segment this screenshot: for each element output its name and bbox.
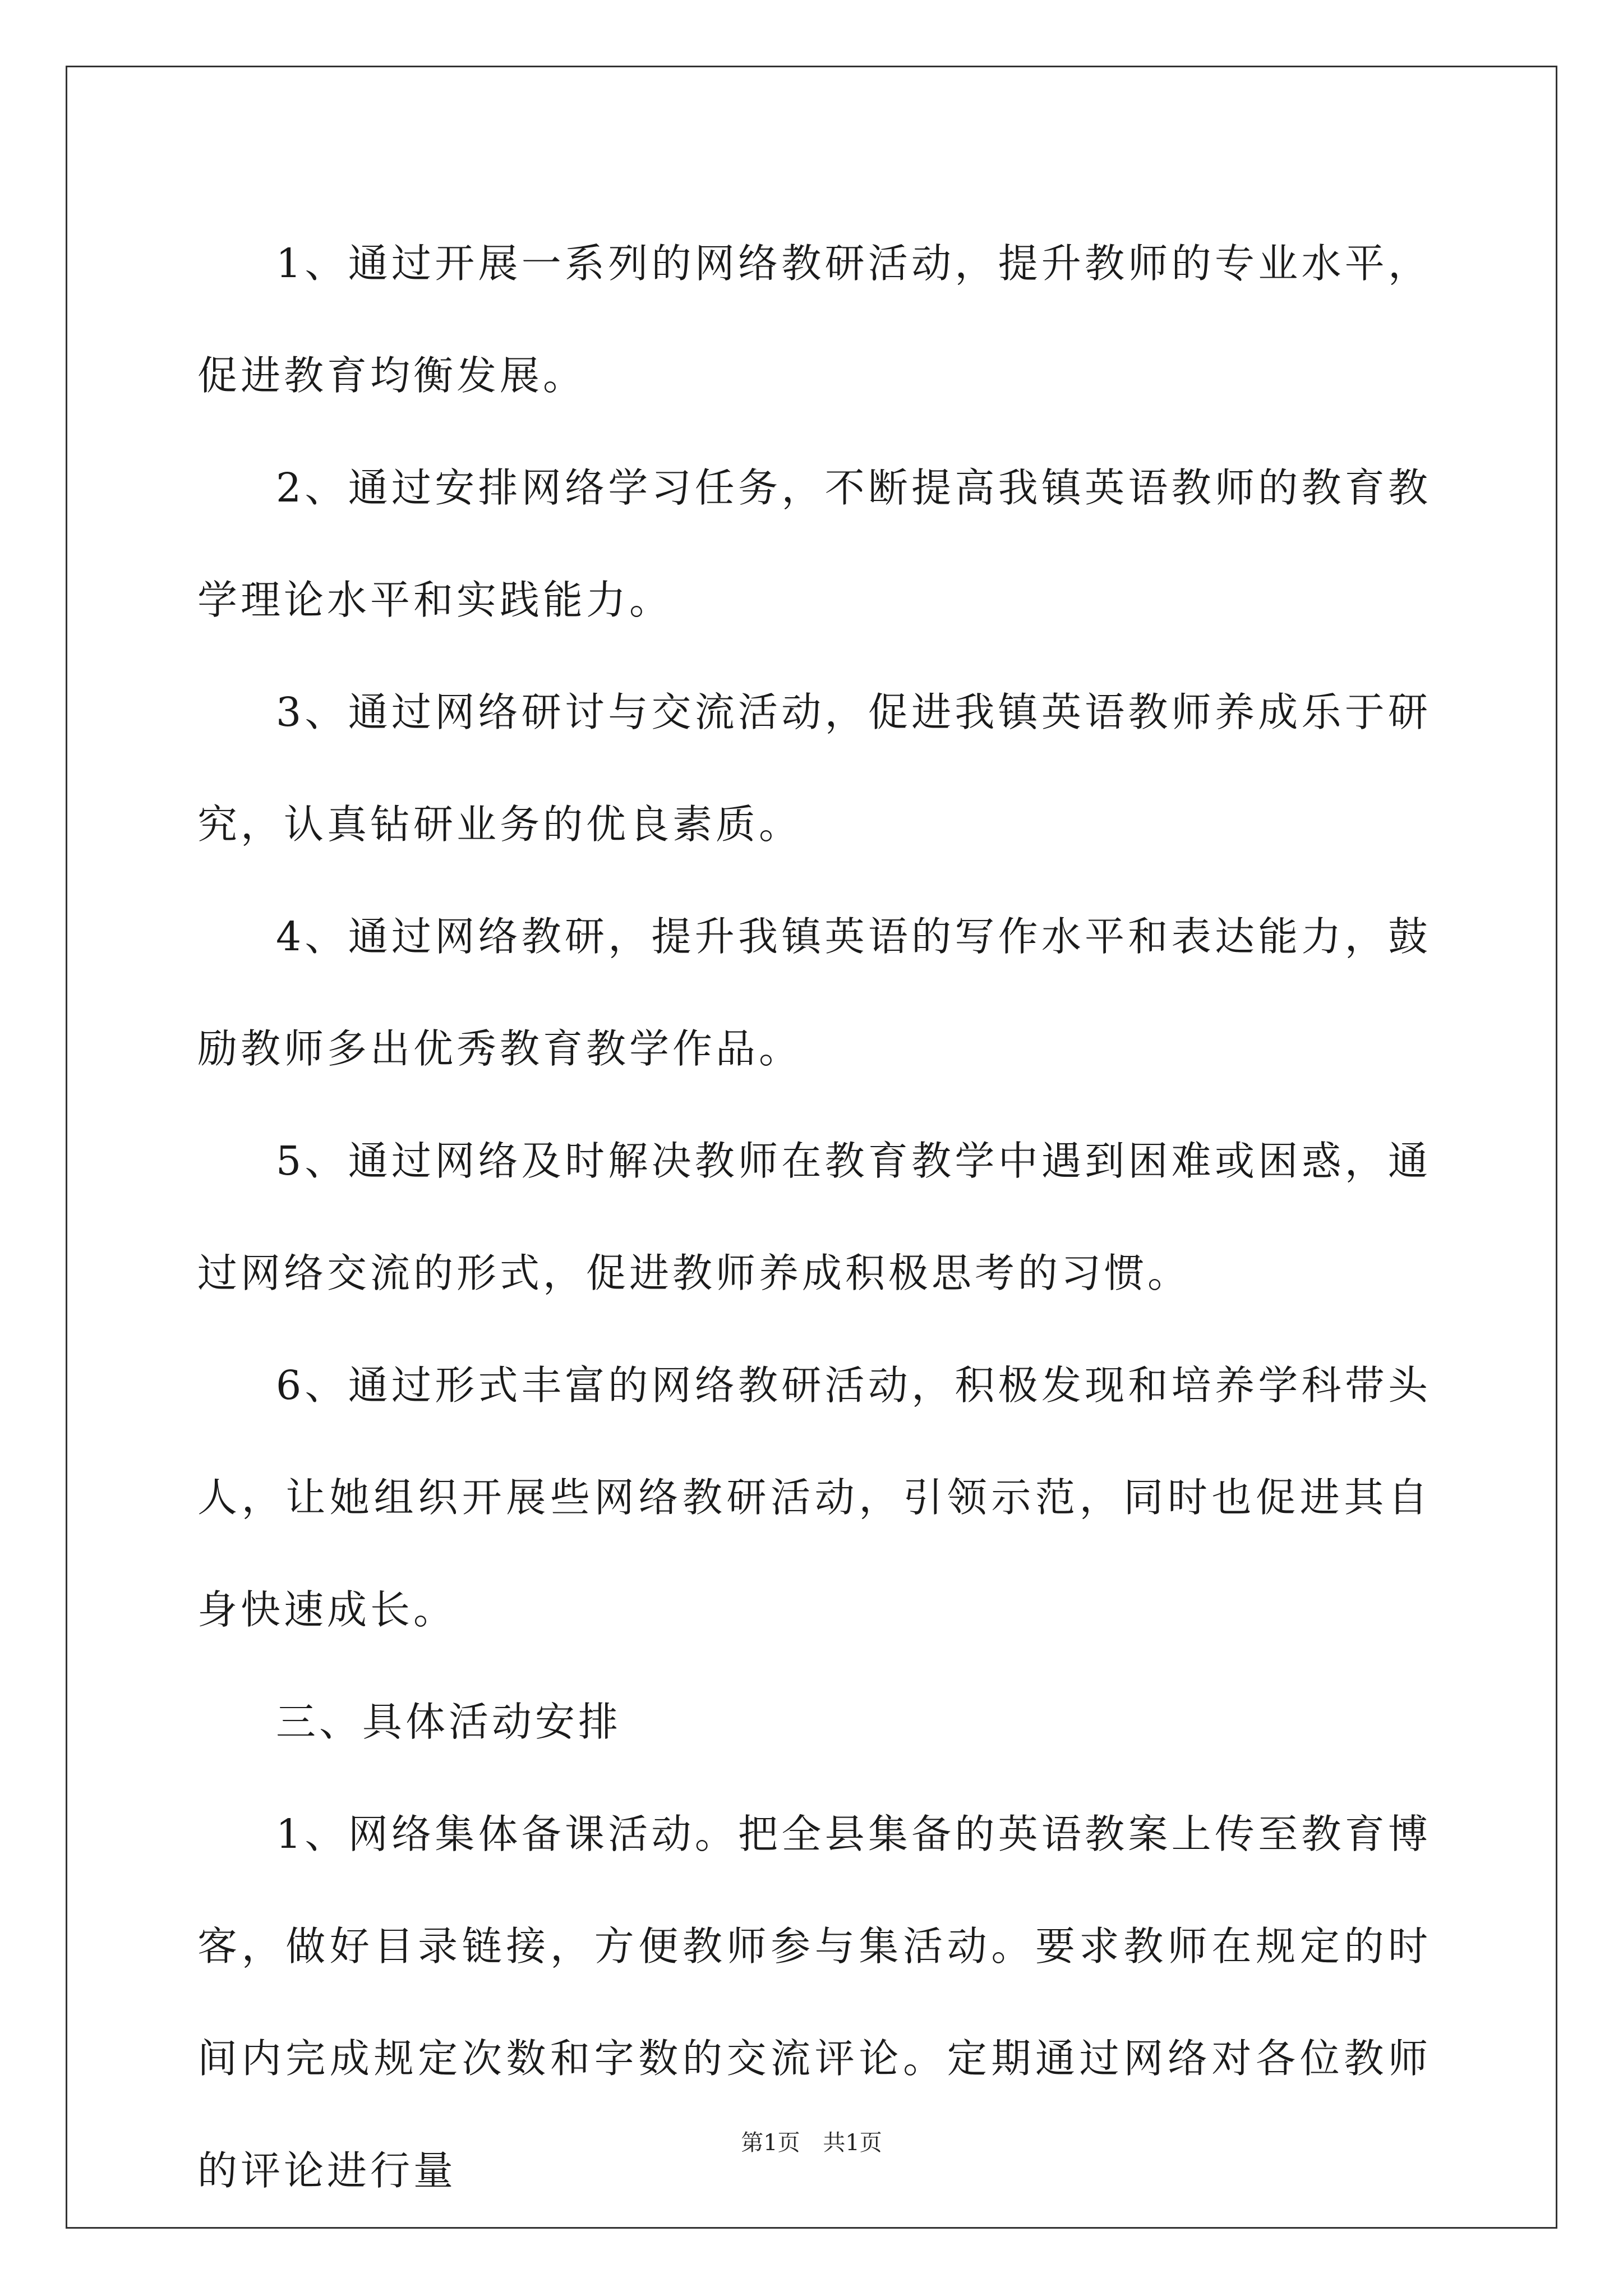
page-number: 第1页 xyxy=(741,2130,800,2156)
page-footer xyxy=(0,2125,1623,2157)
paragraph-item-4: 4、通过网络教研，提升我镇英语的写作水平和表达能力，鼓励教师多出优秀教育教学作品。 xyxy=(197,913,1431,1072)
paragraph-item-6: 6、通过形式丰富的网络教研活动，积极发现和培养学科带头人，让她组织开展些网络教研活动，引领示范，同时也促进其自身快速成长。 xyxy=(197,1362,1431,1633)
paragraph-item-3: 3、通过网络研讨与交流活动，促进我镇英语教师养成乐于研究，认真钻研业务的优良素质。 xyxy=(197,689,1431,848)
paragraph-item-2: 2、通过安排网络学习任务，不断提高我镇英语教师的教育教学理论水平和实践能力。 xyxy=(197,464,1431,623)
paragraph-item-1: 1、通过开展一系列的网络教研活动，提升教师的专业水平，促进教育均衡发展。 xyxy=(197,240,1431,399)
page-total: 共1页 xyxy=(823,2130,882,2156)
document-body xyxy=(197,208,1431,2227)
section-paragraph-1: 1、网络集体备课活动。把全县集备的英语教案上传至教育博客，做好目录链接，方便教师参与集活动。要求教师在规定的时间内完成规定次数和字数的交流评论。定期通过网络对各位教师的评论进行量 xyxy=(197,1811,1431,2194)
paragraph-item-5: 5、通过网络及时解决教师在教育教学中遇到困难或困惑，通过网络交流的形式，促进教师养成积极思考的习惯。 xyxy=(197,1138,1431,1296)
section-heading: 三、具体活动安排 xyxy=(276,1699,622,1745)
